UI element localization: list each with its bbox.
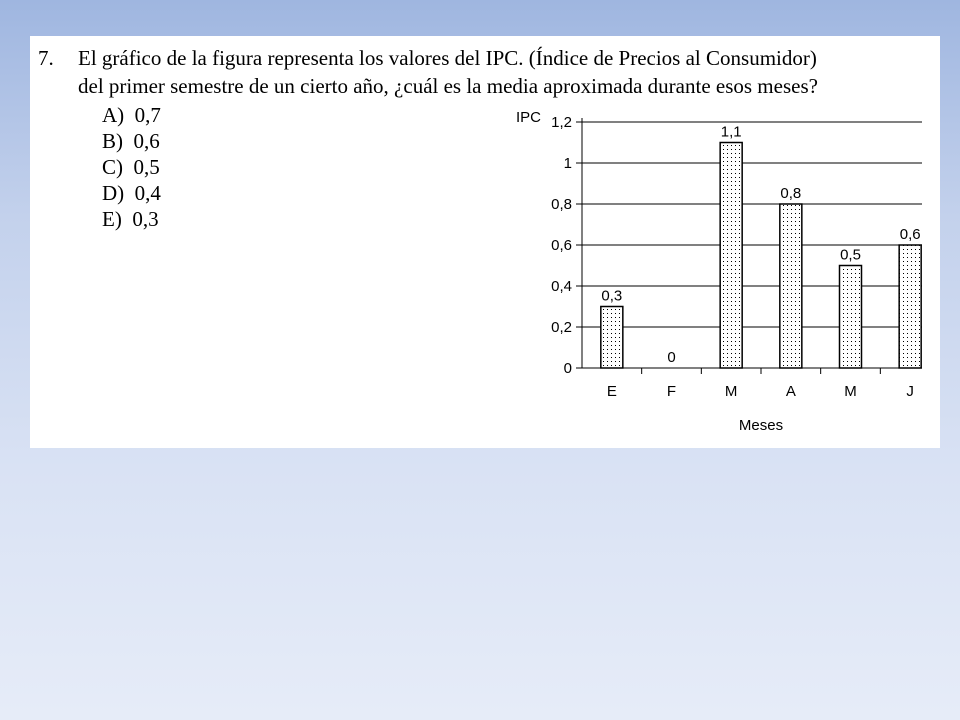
y-tick-label: 0,8 bbox=[551, 196, 572, 213]
question-text-line-2: del primer semestre de un cierto año, ¿cuál es la media aproximada durante esos meses? bbox=[78, 74, 818, 98]
bar bbox=[899, 245, 921, 368]
y-tick-label: 1 bbox=[563, 155, 572, 172]
data-label: 0,3 bbox=[601, 287, 623, 305]
option-value: 0,7 bbox=[134, 103, 161, 127]
option-letter: A) bbox=[102, 103, 125, 127]
option-letter: D) bbox=[102, 181, 125, 205]
x-axis-label: Meses bbox=[738, 417, 784, 434]
bar bbox=[780, 204, 802, 368]
y-axis-label: IPC bbox=[516, 109, 542, 126]
answer-options bbox=[102, 102, 161, 232]
slide-card bbox=[30, 36, 940, 448]
option-a[interactable] bbox=[102, 102, 161, 128]
option-d[interactable] bbox=[102, 180, 161, 206]
bar-chart bbox=[482, 104, 922, 444]
y-tick-label: 0,4 bbox=[551, 278, 572, 295]
option-letter: B) bbox=[102, 129, 123, 153]
data-label: 0 bbox=[667, 349, 676, 366]
option-value: 0,5 bbox=[133, 155, 160, 179]
x-tick-label: F bbox=[666, 383, 677, 400]
option-value: 0,4 bbox=[134, 181, 161, 205]
y-tick-label: 0 bbox=[563, 360, 572, 377]
data-label: 0,6 bbox=[899, 226, 921, 243]
question-text-line-1: El gráfico de la figura representa los valores del IPC. (Índice de Precios al Consumidor) bbox=[78, 46, 817, 70]
x-tick-label: M bbox=[724, 383, 738, 400]
bar bbox=[720, 143, 742, 369]
y-tick-label: 0,6 bbox=[551, 237, 572, 254]
option-letter: E) bbox=[102, 207, 122, 231]
x-tick-label: E bbox=[606, 383, 617, 400]
option-value: 0,6 bbox=[133, 129, 160, 153]
bars bbox=[601, 143, 921, 369]
grid-lines bbox=[576, 122, 922, 368]
data-label: 0,5 bbox=[840, 246, 861, 264]
bar bbox=[601, 307, 623, 369]
y-tick-label: 0,2 bbox=[551, 319, 572, 336]
x-tick-labels bbox=[607, 368, 922, 400]
option-value: 0,3 bbox=[132, 207, 159, 231]
bar bbox=[840, 266, 862, 369]
y-tick-label: 1,2 bbox=[551, 114, 572, 131]
x-tick-label: M bbox=[844, 383, 857, 400]
option-b[interactable] bbox=[102, 128, 161, 154]
x-tick-label: A bbox=[785, 383, 796, 400]
question-number: 7. bbox=[38, 46, 54, 70]
option-letter: C) bbox=[102, 155, 123, 179]
y-tick-labels bbox=[551, 114, 572, 377]
chart-svg bbox=[482, 104, 922, 444]
option-c[interactable] bbox=[102, 154, 161, 180]
data-label: 1,1 bbox=[720, 123, 742, 141]
data-label: 0,8 bbox=[780, 185, 802, 202]
option-e[interactable] bbox=[102, 206, 161, 232]
x-tick-label: J bbox=[906, 383, 914, 400]
